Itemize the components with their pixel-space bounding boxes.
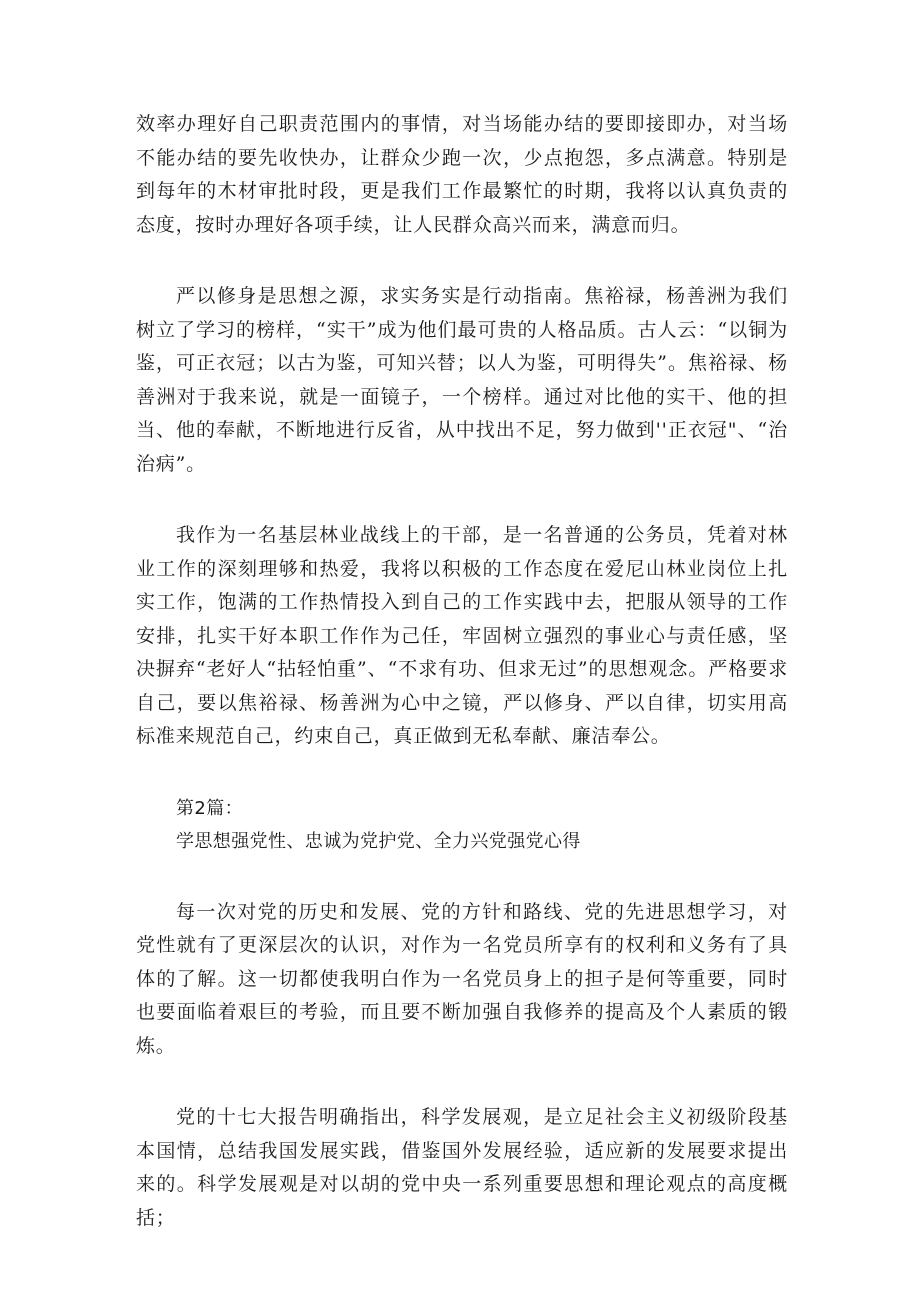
section-2-title: 学思想强党性、忠诚为党护党、全力兴党强党心得 [176,830,581,852]
paragraph-self-cultivation: 严以修身是思想之源，求实务实是行动指南。焦裕禄，杨善洲为我们树立了学习的榜样，“实干”成为他们最可贵的人格品质。古人云：“以铜为鉴，可正衣冠；以古为鉴，可知兴替；以人为鉴，可明得失”。焦裕禄、杨善洲对于我来说，就是一面镜子，一个榜样。通过对比他的实干、他的担当、他的奉献，不断地进行反省，从中找出不足，努力做到''正衣冠"、“治治病”。 [136,285,788,475]
paragraph-party-study: 每一次对党的历史和发展、党的方针和路线、党的先进思想学习，对党性就有了更深层次的认识，对作为一名党员所享有的权利和义务有了具体的了解。这一切都使我明白作为一名党员身上的担子是何等重要，同时也要面临着艰巨的考验，而且要不断加强自我修养的提高及个人素质的锻炼。 [136,900,788,1057]
paragraph-scientific-development: 党的十七大报告明确指出，科学发展观，是立足社会主义初级阶段基本国情，总结我国发展实践，借鉴国外发展经验，适应新的发展要求提出来的。科学发展观是对以胡的党中央一系列重要思想和理论观点的高度概括； [136,1106,788,1229]
document-page [136,108,788,1235]
section-2-heading [136,792,788,858]
paragraph-continuation: 效率办理好自己职责范围内的事情，对当场能办结的要即接即办，对当场不能办结的要先收快办，让群众少跑一次，少点抱怨，多点满意。特别是到每年的木材审批时段，更是我们工作最繁忙的时期，我将以认真负责的态度，按时办理好各项手续，让人民群众高兴而来，满意而归。 [136,113,788,236]
section-2-label: 第2篇： [176,797,244,819]
paragraph-forestry-cadre: 我作为一名基层林业战线上的干部，是一名普通的公务员，凭着对林业工作的深刻理够和热爱，我将以积极的工作态度在爱尼山林业岗位上扎实工作，饱满的工作热情投入到自己的工作实践中去，把服从领导的工作安排，扎实干好本职工作作为己任，牢固树立强烈的事业心与责任感，坚决摒弃“老好人“拈轻怕重”、“不求有功、但求无过”的思想观念。严格要求自己，要以焦裕禄、杨善洲为心中之镜，严以修身、严以自律，切实用高标准来规范自己，约束自己，真正做到无私奉献、廉洁奉公。 [136,524,788,747]
